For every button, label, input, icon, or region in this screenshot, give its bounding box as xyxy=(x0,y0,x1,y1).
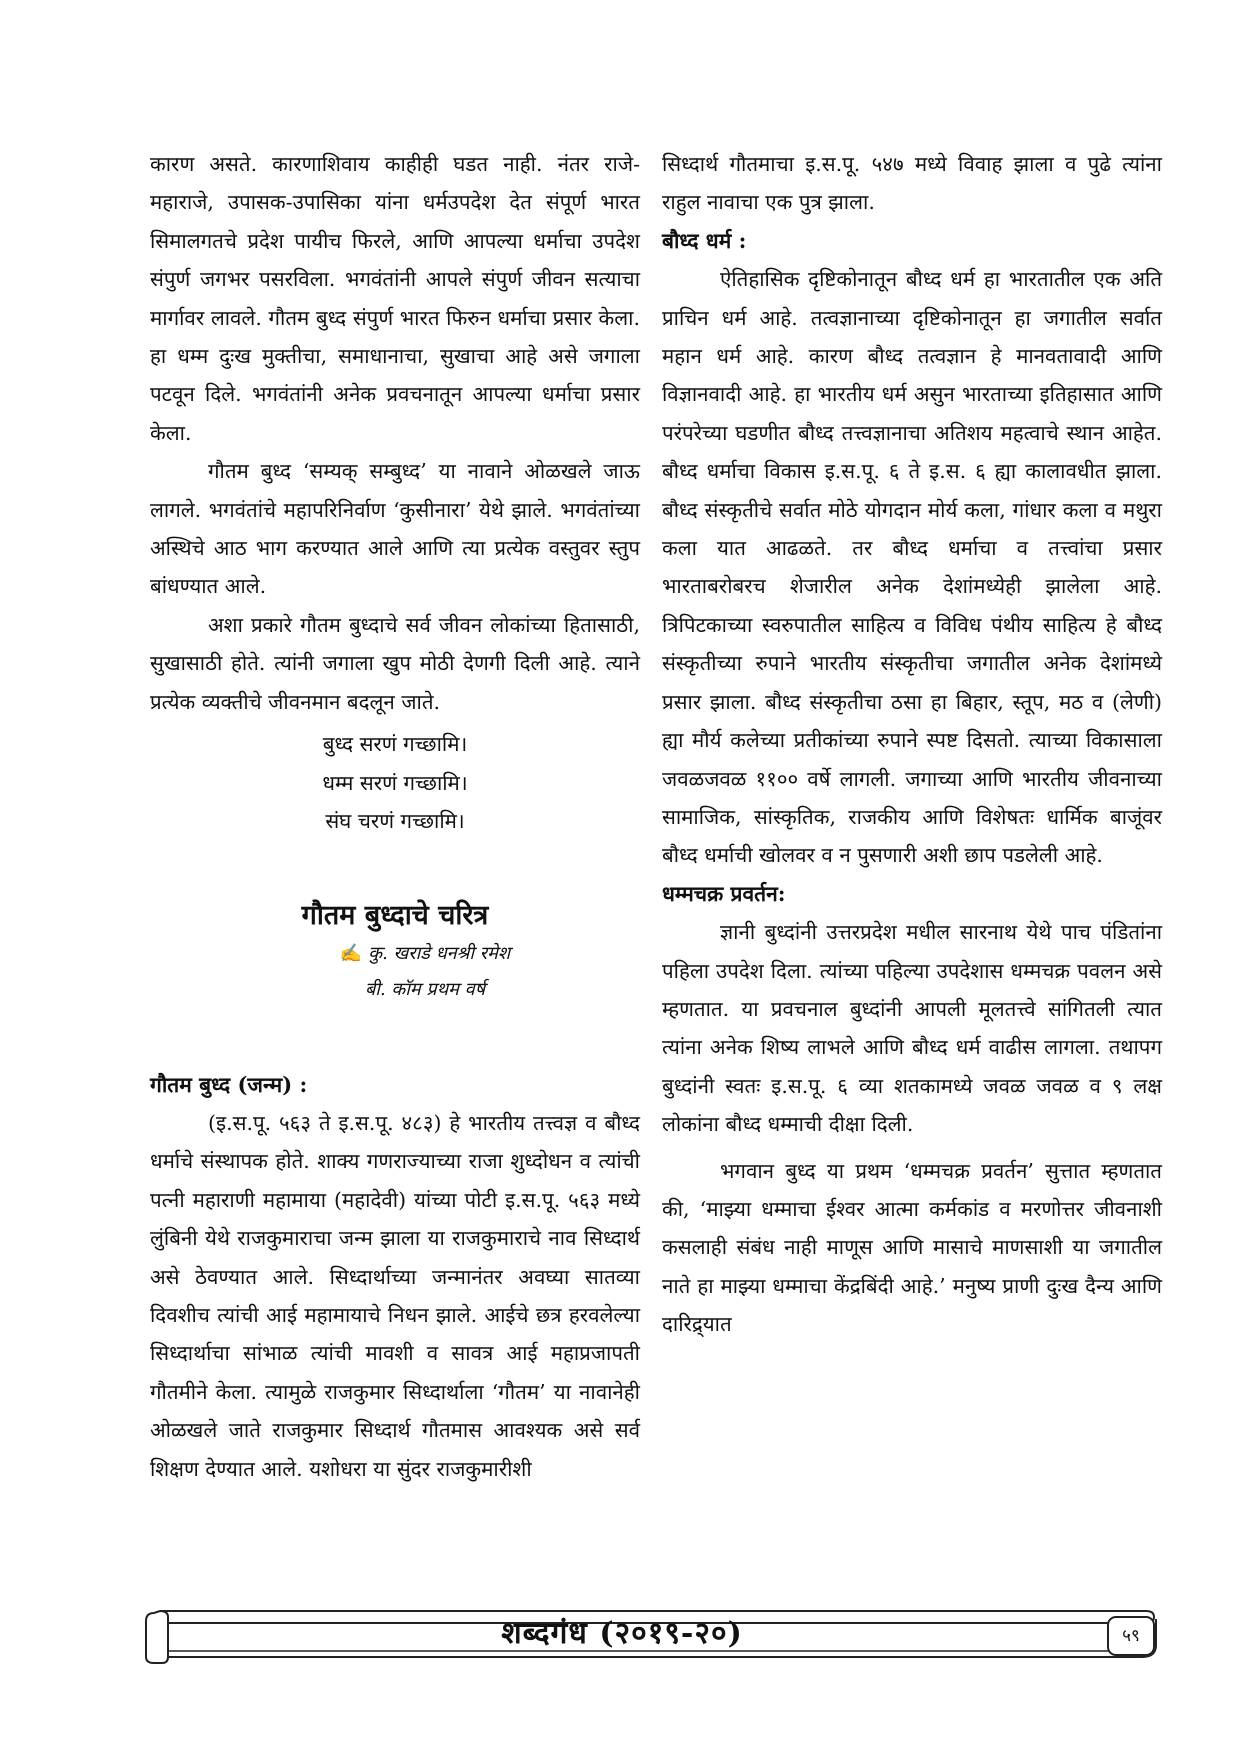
publication-title: शब्दगंध (२०१९-२०) xyxy=(501,1616,743,1651)
section-heading: गौतम बुध्द (जन्म) : xyxy=(150,1071,308,1097)
paragraph: सिध्दार्थ गौतमाचा इ.स.पू. ५४७ मध्ये विवाह झाला व पुढे त्यांना राहुल नावाचा एक पुत्र झाला. xyxy=(662,152,1162,215)
author-byline xyxy=(150,936,640,972)
article-title: गौतम बुध्दाचे चरित्र xyxy=(301,899,489,931)
verse-line: बुध्द सरणं गच्छामि। xyxy=(322,732,468,757)
paragraph: ज्ञानी बुध्दांनी उत्तरप्रदेश मधील सारनाथ येथे पाच पंडितांना पहिला उपदेश दिला. त्यांच्या पहिल्या उपदेशास धम्मचक्र पवलन असे म्हणतात. या प्रवचनाल बुध्दांनी आपली मूलतत्त्वे सांगितली त्यात त्यांना अनेक शिष्य लाभले आणि बौध्द धर्म वाढीस लागला. तथापग बुध्दांनी स्वतः इ.स.पू. ६ व्या शतकामध्ये जवळ जवळ व ९ लक्ष लोकांना बौध्द धम्माची दीक्षा दिली. xyxy=(662,920,1162,1137)
footer-banner xyxy=(142,1605,1162,1665)
paragraph: (इ.स.पू. ५६३ ते इ.स.पू. ४८३) हे भारतीय तत्त्वज्ञ व बौध्द धर्माचे संस्थापक होते. शाक्य गणराज्याच्या राजा शुध्दोधन व त्यांची पत्नी महाराणी महामाया (महादेवी) यांच्या पोटी इ.स.पू. ५६३ मध्ये लुंबिनी येथे राजकुमाराचा जन्म झाला या राजकुमाराचे नाव सिध्दार्थ असे ठेवण्यात आले. सिध्दार्थाच्या जन्मानंतर अवघ्या सातव्या दिवशीच त्यांची आई महामायाचे निधन झाले. आईचे छत्र हरवलेल्या सिध्दार्थाचा सांभाळ त्यांची मावशी व सावत्र आई महाप्रजापती गौतमीने केला. त्यामुळे राजकुमार सिध्दार्थाला ‘गौतम’ या नावानेही ओळखले जाते राजकुमार सिध्दार्थ गौतमास आवश्यक असे सर्व शिक्षण देण्यात आले. यशोधरा या सुंदर राजकुमारीशी xyxy=(150,1111,640,1481)
pen-icon: ✍ xyxy=(339,942,363,964)
paragraph: कारण असते. कारणाशिवाय काहीही घडत नाही. नंतर राजे-महाराजे, उपासक-उपासिका यांना धर्मउपदेश देत संपूर्ण भारत सिमालगतचे प्रदेश पायीच फिरले, आणि आपल्या धर्माचा उपदेश संपुर्ण जगभर पसरविला. भगवंतांनी आपले संपुर्ण जीवन सत्याचा मार्गावर लावले. गौतम बुध्द संपुर्ण भारत फिरुन धर्माचा प्रसार केला. हा धम्म दुःख मुक्तीचा, समाधानाचा, सुखाचा आहे असे जगाला पटवून दिले. भगवंतांनी अनेक प्रवचनातून आपल्या धर्माचा प्रसार केला. xyxy=(150,152,640,445)
paragraph: भगवान बुध्द या प्रथम ‘धम्मचक्र प्रवर्तन’ सुत्तात म्हणतात की, ‘माझ्या धम्माचा ईश्वर आत्मा कर्मकांड व मरणोत्तर जीवनाशी कसलाही संबंध नाही माणूस आणि मासाचे माणसाशी या जगातील नाते हा माझ्या धम्माचा केंद्रबिंदी आहे.’ मनुष्य प्राणी दुःख दैन्य आणि दारिद्र्यात xyxy=(662,1158,1162,1337)
author-name: कु. खराडे धनश्री रमेश xyxy=(368,942,511,964)
page-number: ५९ xyxy=(1122,1626,1140,1646)
paragraph: गौतम बुध्द ‘सम्यक् सम्बुध्द’ या नावाने ओळखले जाऊ लागले. भगवंतांचे महापरिनिर्वाण ‘कुसीनारा’ येथे झाले. भगवंतांच्या अस्थिचे आठ भाग करण्यात आले आणि त्या प्रत्येक वस्तुवर स्तुप बांधण्यात आले. xyxy=(150,459,640,599)
left-column xyxy=(150,145,640,1488)
paragraph: ऐतिहासिक दृष्टिकोनातून बौध्द धर्म हा भारतातील एक अति प्राचिन धर्म आहे. तत्वज्ञानाच्या दृष्टिकोनातून हा जगातील सर्वात महान धर्म आहे. कारण बौध्द तत्वज्ञान हे मानवतावादी आणि विज्ञानवादी आहे. हा भारतीय धर्म असुन भारताच्या इतिहासात आणि परंपरेच्या घडणीत बौध्द तत्त्वज्ञानाचा अतिशय महत्वाचे स्थान आहेत. बौध्द धर्माचा विकास इ.स.पू. ६ ते इ.स. ६ ह्या कालावधीत झाला. बौध्द संस्कृतीचे सर्वात मोठे योगदान मोर्य कला, गांधार कला व मथुरा कला यात आढळते. तर बौध्द धर्माचा व तत्त्वांचा प्रसार भारताबरोबरच शेजारील अनेक देशांमध्येही झालेला आहे. त्रिपिटकाच्या स्वरुपातील साहित्य व विविध पंथीय साहित्य हे बौध्द संस्कृतीच्या रुपाने भारतीय संस्कृतीचा जगातील अनेक देशांमध्ये प्रसार झाला. बौध्द संस्कृतीचा ठसा हा बिहार, स्तूप, मठ व (लेणी) ह्या मौर्य कलेच्या प्रतीकांच्या रुपाने स्पष्ट दिसतो. त्याच्या विकासाला जवळजवळ ११०० वर्षे लागली. जगाच्या आणि भारतीय जीवनाच्या सामाजिक, सांस्कृतिक, राजकीय आणि विशेषतः धार्मिक बाजूंवर बौध्द धर्माची खोलवर व न पुसणारी अशी छाप पडलेली आहे. xyxy=(662,267,1162,868)
verse-line: संघ चरणं गच्छामि। xyxy=(325,809,465,834)
paragraph: अशा प्रकारे गौतम बुध्दाचे सर्व जीवन लोकांच्या हितासाठी, सुखासाठी होते. त्यांनी जगाला खुप मोठी देणगी दिली आहे. त्याने प्रत्येक व्यक्तीचे जीवनमान बदलून जाते. xyxy=(150,612,640,714)
right-column xyxy=(662,145,1162,1344)
section-heading: धम्मचक्र प्रवर्तन: xyxy=(662,880,786,906)
verse-line: धम्म सरणं गच्छामि। xyxy=(322,770,468,795)
verse-block xyxy=(150,725,640,841)
author-class: बी. कॉम प्रथम वर्ष xyxy=(365,978,485,1000)
section-heading: बौध्द धर्म : xyxy=(662,227,747,253)
